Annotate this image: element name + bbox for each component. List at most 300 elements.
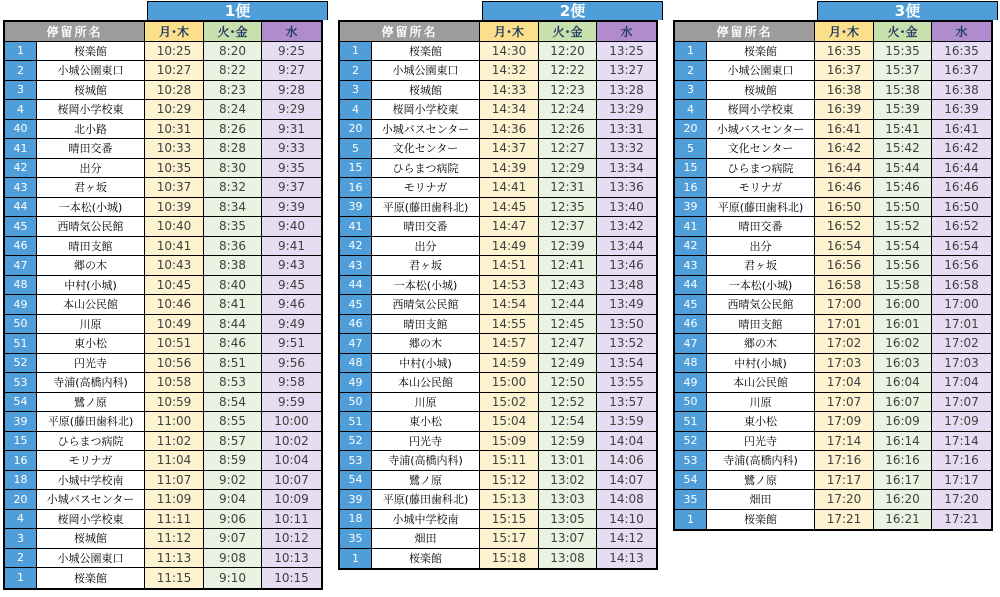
time-cell-wed: 13:29 bbox=[597, 100, 656, 120]
time-cell-wed: 10:02 bbox=[262, 432, 321, 452]
stop-name-cell: ひらまつ病院 bbox=[372, 159, 480, 179]
time-cell-wed: 13:50 bbox=[597, 315, 656, 335]
stop-name-cell: 円光寺 bbox=[372, 432, 480, 452]
wed-header: 水 bbox=[597, 22, 656, 42]
time-cell-tue-fri: 16:02 bbox=[874, 334, 932, 354]
time-cell-wed: 13:44 bbox=[597, 237, 656, 257]
time-cell-wed: 9:40 bbox=[262, 217, 321, 237]
time-cell-mon-thu: 17:01 bbox=[815, 315, 874, 335]
table-row bbox=[675, 393, 991, 413]
table-row bbox=[5, 471, 321, 491]
table-row bbox=[5, 139, 321, 159]
time-cell-mon-thu: 11:15 bbox=[145, 568, 204, 588]
time-cell-tue-fri: 12:22 bbox=[539, 61, 597, 81]
time-cell-tue-fri: 12:31 bbox=[539, 178, 597, 198]
stop-number-cell: 47 bbox=[675, 334, 707, 354]
time-cell-mon-thu: 10:39 bbox=[145, 198, 204, 218]
stop-number-cell: 54 bbox=[5, 393, 37, 413]
time-cell-wed: 16:42 bbox=[932, 139, 991, 159]
time-cell-wed: 16:44 bbox=[932, 159, 991, 179]
tue-fri-header: 火･金 bbox=[539, 22, 597, 42]
stop-number-cell: 16 bbox=[5, 451, 37, 471]
time-cell-tue-fri: 16:04 bbox=[874, 373, 932, 393]
table-row bbox=[675, 412, 991, 432]
stop-number-cell: 50 bbox=[675, 393, 707, 413]
time-cell-wed: 17:16 bbox=[932, 451, 991, 471]
table-row bbox=[5, 276, 321, 296]
time-cell-tue-fri: 15:35 bbox=[874, 42, 932, 62]
time-cell-tue-fri: 16:16 bbox=[874, 451, 932, 471]
time-cell-mon-thu: 11:12 bbox=[145, 529, 204, 549]
table-row bbox=[340, 471, 656, 491]
stop-number-cell: 1 bbox=[5, 42, 37, 62]
time-cell-wed: 10:04 bbox=[262, 451, 321, 471]
stop-number-cell: 20 bbox=[5, 490, 37, 510]
stop-name-cell: 小城バスセンター bbox=[372, 120, 480, 140]
time-cell-wed: 9:37 bbox=[262, 178, 321, 198]
stop-number-cell: 45 bbox=[5, 217, 37, 237]
stop-number-cell: 1 bbox=[340, 42, 372, 62]
time-cell-mon-thu: 14:39 bbox=[480, 159, 539, 179]
time-cell-tue-fri: 12:29 bbox=[539, 159, 597, 179]
trip-title: 2便 bbox=[482, 1, 663, 20]
time-cell-tue-fri: 12:59 bbox=[539, 432, 597, 452]
time-cell-tue-fri: 8:23 bbox=[204, 81, 262, 101]
time-cell-wed: 9:29 bbox=[262, 100, 321, 120]
time-cell-mon-thu: 11:02 bbox=[145, 432, 204, 452]
stop-name-cell: 晴田支館 bbox=[707, 315, 815, 335]
time-cell-tue-fri: 15:58 bbox=[874, 276, 932, 296]
time-cell-tue-fri: 12:24 bbox=[539, 100, 597, 120]
time-cell-wed: 17:07 bbox=[932, 393, 991, 413]
time-cell-tue-fri: 12:47 bbox=[539, 334, 597, 354]
time-cell-wed: 13:42 bbox=[597, 217, 656, 237]
table-row bbox=[675, 237, 991, 257]
stop-number-cell: 43 bbox=[340, 256, 372, 276]
time-cell-tue-fri: 15:41 bbox=[874, 120, 932, 140]
stop-name-cell: 出分 bbox=[37, 159, 145, 179]
time-cell-wed: 10:13 bbox=[262, 549, 321, 569]
stop-number-cell: 4 bbox=[340, 100, 372, 120]
time-cell-tue-fri: 12:20 bbox=[539, 42, 597, 62]
time-cell-tue-fri: 9:06 bbox=[204, 510, 262, 530]
stop-number-cell: 4 bbox=[675, 100, 707, 120]
stop-name-cell: ひらまつ病院 bbox=[37, 432, 145, 452]
time-cell-tue-fri: 12:45 bbox=[539, 315, 597, 335]
time-cell-mon-thu: 17:21 bbox=[815, 510, 874, 530]
stop-name-cell: 君ヶ坂 bbox=[707, 256, 815, 276]
time-cell-wed: 13:48 bbox=[597, 276, 656, 296]
trip-title: 1便 bbox=[147, 1, 328, 20]
table-row bbox=[5, 120, 321, 140]
stop-name-cell: 平原(藤田歯科北) bbox=[372, 490, 480, 510]
stop-name-cell: 川原 bbox=[37, 315, 145, 335]
stop-name-cell: 小城公園東口 bbox=[372, 61, 480, 81]
time-cell-wed: 14:07 bbox=[597, 471, 656, 491]
time-cell-mon-thu: 14:54 bbox=[480, 295, 539, 315]
stop-number-cell: 54 bbox=[340, 471, 372, 491]
stop-number-cell: 20 bbox=[340, 120, 372, 140]
stop-number-cell: 49 bbox=[340, 373, 372, 393]
time-cell-mon-thu: 14:30 bbox=[480, 42, 539, 62]
stop-number-cell: 3 bbox=[675, 81, 707, 101]
time-cell-wed: 9:46 bbox=[262, 295, 321, 315]
stop-name-cell: 桜城館 bbox=[37, 81, 145, 101]
time-cell-tue-fri: 13:01 bbox=[539, 451, 597, 471]
time-cell-wed: 10:11 bbox=[262, 510, 321, 530]
time-cell-mon-thu: 15:13 bbox=[480, 490, 539, 510]
time-cell-tue-fri: 12:23 bbox=[539, 81, 597, 101]
time-cell-wed: 17:20 bbox=[932, 490, 991, 510]
time-cell-tue-fri: 8:57 bbox=[204, 432, 262, 452]
time-cell-wed: 14:06 bbox=[597, 451, 656, 471]
stop-name-cell: 一本松(小城) bbox=[372, 276, 480, 296]
table-row bbox=[5, 334, 321, 354]
table-row bbox=[340, 100, 656, 120]
time-cell-wed: 17:00 bbox=[932, 295, 991, 315]
time-cell-wed: 13:31 bbox=[597, 120, 656, 140]
time-cell-mon-thu: 14:37 bbox=[480, 139, 539, 159]
time-cell-mon-thu: 14:55 bbox=[480, 315, 539, 335]
stop-number-cell: 3 bbox=[5, 81, 37, 101]
timetable-board bbox=[673, 1, 998, 531]
time-cell-tue-fri: 8:36 bbox=[204, 237, 262, 257]
timetable bbox=[673, 20, 993, 531]
stop-name-cell: 出分 bbox=[372, 237, 480, 257]
stop-number-cell: 16 bbox=[340, 178, 372, 198]
time-cell-mon-thu: 11:00 bbox=[145, 412, 204, 432]
time-cell-tue-fri: 9:10 bbox=[204, 568, 262, 588]
stop-number-cell: 47 bbox=[340, 334, 372, 354]
time-cell-mon-thu: 17:17 bbox=[815, 471, 874, 491]
stop-number-cell: 4 bbox=[5, 100, 37, 120]
time-cell-tue-fri: 9:07 bbox=[204, 529, 262, 549]
table-row bbox=[675, 510, 991, 530]
time-cell-tue-fri: 8:24 bbox=[204, 100, 262, 120]
time-cell-wed: 9:59 bbox=[262, 393, 321, 413]
stop-number-cell: 5 bbox=[675, 139, 707, 159]
table-row bbox=[5, 529, 321, 549]
time-cell-mon-thu: 17:16 bbox=[815, 451, 874, 471]
time-cell-mon-thu: 10:25 bbox=[145, 42, 204, 62]
time-cell-mon-thu: 17:07 bbox=[815, 393, 874, 413]
time-cell-mon-thu: 15:18 bbox=[480, 549, 539, 569]
table-row bbox=[340, 61, 656, 81]
stop-number-cell: 54 bbox=[675, 471, 707, 491]
stop-name-cell: 東小松 bbox=[37, 334, 145, 354]
stop-number-cell: 49 bbox=[675, 373, 707, 393]
table-row bbox=[340, 256, 656, 276]
stop-number-cell: 49 bbox=[5, 295, 37, 315]
table-row bbox=[340, 139, 656, 159]
time-cell-tue-fri: 15:39 bbox=[874, 100, 932, 120]
stop-name-cell: 川原 bbox=[707, 393, 815, 413]
table-row bbox=[675, 373, 991, 393]
time-cell-mon-thu: 10:45 bbox=[145, 276, 204, 296]
stop-name-cell: 小城バスセンター bbox=[707, 120, 815, 140]
table-row bbox=[5, 237, 321, 257]
time-cell-mon-thu: 16:54 bbox=[815, 237, 874, 257]
table-row bbox=[5, 490, 321, 510]
table-row bbox=[340, 373, 656, 393]
time-cell-wed: 14:10 bbox=[597, 510, 656, 530]
table-row bbox=[675, 217, 991, 237]
timetable-body bbox=[340, 42, 656, 569]
time-cell-tue-fri: 13:07 bbox=[539, 529, 597, 549]
time-cell-mon-thu: 17:02 bbox=[815, 334, 874, 354]
stop-number-cell: 40 bbox=[5, 120, 37, 140]
stop-number-cell: 53 bbox=[5, 373, 37, 393]
table-row bbox=[5, 568, 321, 588]
time-cell-wed: 9:43 bbox=[262, 256, 321, 276]
stop-name-cell: 桜楽館 bbox=[37, 42, 145, 62]
table-row bbox=[675, 198, 991, 218]
time-cell-mon-thu: 16:35 bbox=[815, 42, 874, 62]
time-cell-wed: 16:56 bbox=[932, 256, 991, 276]
table-row bbox=[675, 100, 991, 120]
table-row bbox=[5, 42, 321, 62]
stop-name-cell: 円光寺 bbox=[707, 432, 815, 452]
time-cell-wed: 13:28 bbox=[597, 81, 656, 101]
time-cell-mon-thu: 15:12 bbox=[480, 471, 539, 491]
table-row bbox=[340, 295, 656, 315]
time-cell-tue-fri: 9:02 bbox=[204, 471, 262, 491]
timetable-board bbox=[338, 1, 663, 570]
time-cell-tue-fri: 12:50 bbox=[539, 373, 597, 393]
stop-number-cell: 3 bbox=[340, 81, 372, 101]
stop-number-cell: 44 bbox=[340, 276, 372, 296]
time-cell-mon-thu: 14:34 bbox=[480, 100, 539, 120]
stop-name-cell: 寺浦(高橋内科) bbox=[37, 373, 145, 393]
time-cell-tue-fri: 15:54 bbox=[874, 237, 932, 257]
time-cell-mon-thu: 16:52 bbox=[815, 217, 874, 237]
time-cell-wed: 13:52 bbox=[597, 334, 656, 354]
stop-number-cell: 46 bbox=[340, 315, 372, 335]
stop-name-cell: 本山公民館 bbox=[372, 373, 480, 393]
time-cell-wed: 13:25 bbox=[597, 42, 656, 62]
time-cell-wed: 13:40 bbox=[597, 198, 656, 218]
table-row bbox=[5, 432, 321, 452]
stop-number-cell: 2 bbox=[340, 61, 372, 81]
time-cell-tue-fri: 8:44 bbox=[204, 315, 262, 335]
table-row bbox=[675, 276, 991, 296]
time-cell-wed: 9:31 bbox=[262, 120, 321, 140]
table-row bbox=[340, 412, 656, 432]
time-cell-mon-thu: 16:41 bbox=[815, 120, 874, 140]
stop-name-cell: 小城公園東口 bbox=[37, 549, 145, 569]
table-row bbox=[340, 432, 656, 452]
time-cell-mon-thu: 10:37 bbox=[145, 178, 204, 198]
time-cell-wed: 17:09 bbox=[932, 412, 991, 432]
time-cell-mon-thu: 11:13 bbox=[145, 549, 204, 569]
table-row bbox=[5, 159, 321, 179]
stop-name-cell: 平原(藤田歯科北) bbox=[707, 198, 815, 218]
time-cell-tue-fri: 15:56 bbox=[874, 256, 932, 276]
stop-number-cell: 43 bbox=[5, 178, 37, 198]
table-row bbox=[675, 120, 991, 140]
table-row bbox=[340, 354, 656, 374]
stop-name-cell: 平原(藤田歯科北) bbox=[372, 198, 480, 218]
time-cell-tue-fri: 15:46 bbox=[874, 178, 932, 198]
stop-name-header: 停留所名 bbox=[5, 22, 145, 42]
table-row bbox=[675, 81, 991, 101]
stop-name-cell: 君ヶ坂 bbox=[372, 256, 480, 276]
tue-fri-header: 火･金 bbox=[874, 22, 932, 42]
stop-number-cell: 47 bbox=[5, 256, 37, 276]
stop-name-cell: 郷の木 bbox=[372, 334, 480, 354]
time-cell-wed: 16:38 bbox=[932, 81, 991, 101]
stop-number-cell: 52 bbox=[340, 432, 372, 452]
time-cell-tue-fri: 15:44 bbox=[874, 159, 932, 179]
stop-name-cell: 西晴気公民館 bbox=[37, 217, 145, 237]
stop-number-cell: 2 bbox=[5, 549, 37, 569]
table-row bbox=[675, 178, 991, 198]
table-row bbox=[5, 198, 321, 218]
stop-name-cell: 郷の木 bbox=[37, 256, 145, 276]
time-cell-mon-thu: 15:15 bbox=[480, 510, 539, 530]
table-row bbox=[340, 393, 656, 413]
table-row bbox=[5, 256, 321, 276]
timetable-body bbox=[675, 42, 991, 530]
stop-name-cell: 西晴気公民館 bbox=[707, 295, 815, 315]
stop-number-cell: 39 bbox=[5, 412, 37, 432]
time-cell-wed: 16:54 bbox=[932, 237, 991, 257]
time-cell-tue-fri: 13:05 bbox=[539, 510, 597, 530]
time-cell-tue-fri: 13:02 bbox=[539, 471, 597, 491]
table-row bbox=[675, 295, 991, 315]
table-row bbox=[675, 139, 991, 159]
time-cell-tue-fri: 15:38 bbox=[874, 81, 932, 101]
time-cell-tue-fri: 16:03 bbox=[874, 354, 932, 374]
time-cell-tue-fri: 15:42 bbox=[874, 139, 932, 159]
stop-name-cell: 文化センター bbox=[707, 139, 815, 159]
time-cell-mon-thu: 10:56 bbox=[145, 354, 204, 374]
stop-name-cell: 小城中学校南 bbox=[372, 510, 480, 530]
table-row bbox=[5, 510, 321, 530]
table-row bbox=[340, 549, 656, 569]
time-cell-mon-thu: 11:04 bbox=[145, 451, 204, 471]
time-cell-tue-fri: 12:39 bbox=[539, 237, 597, 257]
time-cell-mon-thu: 11:07 bbox=[145, 471, 204, 491]
time-cell-wed: 9:35 bbox=[262, 159, 321, 179]
time-cell-mon-thu: 10:28 bbox=[145, 81, 204, 101]
time-cell-wed: 9:56 bbox=[262, 354, 321, 374]
table-row bbox=[675, 354, 991, 374]
time-cell-mon-thu: 14:33 bbox=[480, 81, 539, 101]
stop-name-cell: 桜城館 bbox=[707, 81, 815, 101]
mon-thu-header: 月･木 bbox=[145, 22, 204, 42]
time-cell-wed: 9:45 bbox=[262, 276, 321, 296]
stop-number-cell: 1 bbox=[5, 568, 37, 588]
time-cell-mon-thu: 15:00 bbox=[480, 373, 539, 393]
time-cell-tue-fri: 8:30 bbox=[204, 159, 262, 179]
time-cell-tue-fri: 8:55 bbox=[204, 412, 262, 432]
table-row bbox=[5, 217, 321, 237]
stop-name-cell: 晴田交番 bbox=[372, 217, 480, 237]
stop-name-cell: 桜楽館 bbox=[372, 549, 480, 569]
stop-name-header: 停留所名 bbox=[340, 22, 480, 42]
time-cell-mon-thu: 10:40 bbox=[145, 217, 204, 237]
timetable-board bbox=[3, 1, 328, 590]
stop-number-cell: 48 bbox=[340, 354, 372, 374]
stop-name-cell: 桜楽館 bbox=[37, 568, 145, 588]
time-cell-tue-fri: 8:38 bbox=[204, 256, 262, 276]
time-cell-tue-fri: 8:40 bbox=[204, 276, 262, 296]
time-cell-wed: 10:07 bbox=[262, 471, 321, 491]
time-cell-mon-thu: 14:45 bbox=[480, 198, 539, 218]
stop-name-cell: 鷺ノ原 bbox=[372, 471, 480, 491]
stop-name-cell: 桜城館 bbox=[372, 81, 480, 101]
time-cell-wed: 9:33 bbox=[262, 139, 321, 159]
time-cell-wed: 13:49 bbox=[597, 295, 656, 315]
stop-number-cell: 5 bbox=[340, 139, 372, 159]
time-cell-tue-fri: 12:54 bbox=[539, 412, 597, 432]
stop-name-cell: 円光寺 bbox=[37, 354, 145, 374]
stop-number-cell: 2 bbox=[675, 61, 707, 81]
time-cell-mon-thu: 10:35 bbox=[145, 159, 204, 179]
stop-name-cell: 晴田支館 bbox=[37, 237, 145, 257]
time-cell-tue-fri: 9:04 bbox=[204, 490, 262, 510]
time-cell-mon-thu: 10:31 bbox=[145, 120, 204, 140]
time-cell-mon-thu: 10:58 bbox=[145, 373, 204, 393]
stop-name-cell: 東小松 bbox=[707, 412, 815, 432]
time-cell-wed: 9:49 bbox=[262, 315, 321, 335]
time-cell-mon-thu: 16:50 bbox=[815, 198, 874, 218]
table-row bbox=[675, 159, 991, 179]
stop-name-cell: 北小路 bbox=[37, 120, 145, 140]
column-header-row bbox=[675, 22, 991, 42]
stop-name-cell: 中村(小城) bbox=[707, 354, 815, 374]
time-cell-mon-thu: 17:14 bbox=[815, 432, 874, 452]
time-cell-tue-fri: 12:52 bbox=[539, 393, 597, 413]
table-row bbox=[340, 276, 656, 296]
stop-name-cell: 鷺ノ原 bbox=[707, 471, 815, 491]
time-cell-wed: 9:58 bbox=[262, 373, 321, 393]
table-row bbox=[675, 256, 991, 276]
stop-name-cell: 小城公園東口 bbox=[37, 61, 145, 81]
wed-header: 水 bbox=[932, 22, 991, 42]
time-cell-tue-fri: 15:50 bbox=[874, 198, 932, 218]
timetable bbox=[3, 20, 323, 590]
time-cell-mon-thu: 16:56 bbox=[815, 256, 874, 276]
time-cell-wed: 16:50 bbox=[932, 198, 991, 218]
stop-number-cell: 41 bbox=[5, 139, 37, 159]
time-cell-tue-fri: 8:28 bbox=[204, 139, 262, 159]
table-row bbox=[675, 334, 991, 354]
time-cell-wed: 16:41 bbox=[932, 120, 991, 140]
time-cell-tue-fri: 8:54 bbox=[204, 393, 262, 413]
stop-number-cell: 15 bbox=[340, 159, 372, 179]
stop-name-cell: 川原 bbox=[372, 393, 480, 413]
time-cell-mon-thu: 15:11 bbox=[480, 451, 539, 471]
time-cell-tue-fri: 8:35 bbox=[204, 217, 262, 237]
time-cell-wed: 9:41 bbox=[262, 237, 321, 257]
stop-number-cell: 1 bbox=[340, 549, 372, 569]
stop-number-cell: 50 bbox=[340, 393, 372, 413]
time-cell-mon-thu: 11:09 bbox=[145, 490, 204, 510]
table-row bbox=[340, 217, 656, 237]
time-cell-mon-thu: 14:41 bbox=[480, 178, 539, 198]
stop-number-cell: 20 bbox=[675, 120, 707, 140]
stop-number-cell: 35 bbox=[675, 490, 707, 510]
time-cell-wed: 9:28 bbox=[262, 81, 321, 101]
time-cell-tue-fri: 12:44 bbox=[539, 295, 597, 315]
stop-name-cell: 桜楽館 bbox=[372, 42, 480, 62]
stop-name-cell: 桜岡小学校東 bbox=[37, 510, 145, 530]
time-cell-mon-thu: 15:02 bbox=[480, 393, 539, 413]
time-cell-tue-fri: 12:26 bbox=[539, 120, 597, 140]
time-cell-wed: 17:01 bbox=[932, 315, 991, 335]
